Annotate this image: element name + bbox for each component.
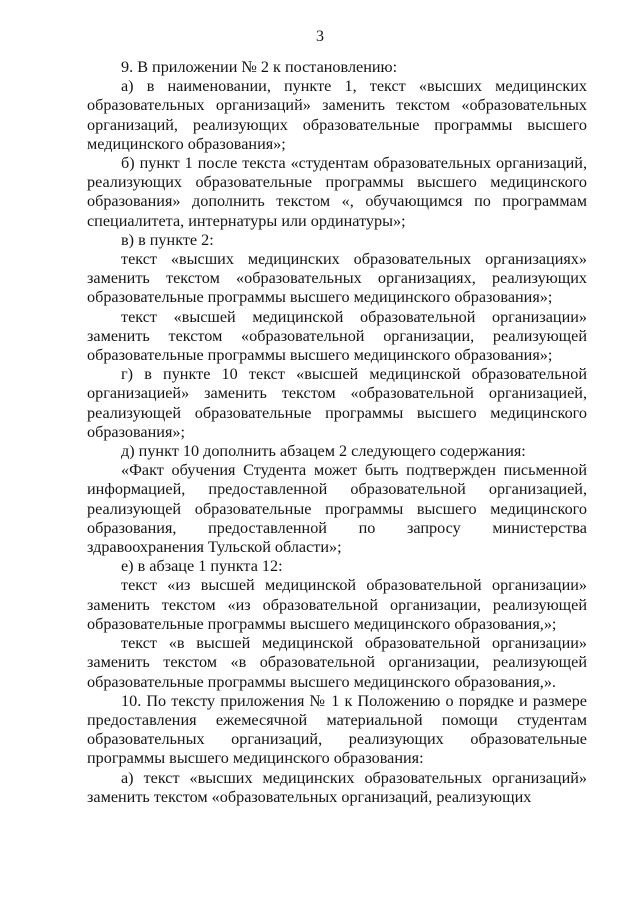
paragraph-subitem-d: д) пункт 10 дополнить абзацем 2 следующего содержания: bbox=[121, 442, 526, 461]
paragraph-item-10-header: 10. По тексту приложения № 1 к Положению о порядке и размере предоставления ежемесячной материальной помощи студентам образовательных организаций, реализующих образовательные программы высшего медицинского образования: bbox=[87, 691, 587, 768]
paragraph-text-replacement: текст «в высшей медицинской образовательной организации» заменить текстом «в образовательной организации, реализующей образовательные программы высшего медицинского образования,». bbox=[87, 634, 587, 691]
paragraph-subitem-e: е) в абзаце 1 пункта 12: bbox=[121, 557, 283, 576]
paragraph-subitem-a: а) текст «высших медицинских образовательных организаций» заменить текстом «образовательных организаций, реализующих bbox=[87, 768, 587, 806]
paragraph-text-replacement: текст «высших медицинских образовательных организациях» заменить текстом «образовательных организациях, реализующих образовательные программы высшего медицинского образования»; bbox=[87, 250, 587, 307]
page-number: 3 bbox=[316, 28, 324, 45]
paragraph-subitem-a: а) в наименовании, пункте 1, текст «высших медицинских образовательных организаций» заменить текстом «образовательных организаций, реализующих образовательные программы высшего медицинского образования»; bbox=[87, 77, 587, 153]
document-body bbox=[87, 58, 587, 807]
paragraph-subitem-v: в) в пункте 2: bbox=[121, 230, 214, 249]
paragraph-subitem-g: г) в пункте 10 текст «высшей медицинской образовательной организацией» заменить текстом «образовательной организацией, реализующей образовательные программы высшего медицинского образования»; bbox=[87, 365, 587, 441]
paragraph-text-replacement: текст «высшей медицинской образовательной организации» заменить текстом «образовательной организации, реализующей образовательные программы высшего медицинского образования»; bbox=[87, 307, 587, 365]
paragraph-quote: «Факт обучения Студента может быть подтвержден письменной информацией, предоставленной образовательной организацией, реализующей образовательные программы высшего медицинского образования, предоставленной по запросу министерства здравоохранения Тульской области»; bbox=[87, 461, 587, 557]
paragraph-text-replacement: текст «из высшей медицинской образовательной организации» заменить текстом «из образовательной организации, реализующей образовательные программы высшего медицинского образования,»; bbox=[87, 576, 587, 633]
paragraph-subitem-b: б) пункт 1 после текста «студентам образовательных организаций, реализующих образовательные программы высшего медицинского образования» дополнить текстом «, обучающимся по программам специалитета, интернатуры или ординатуры»; bbox=[87, 154, 587, 230]
paragraph-item-9-header: 9. В приложении № 2 к постановлению: bbox=[121, 58, 398, 76]
